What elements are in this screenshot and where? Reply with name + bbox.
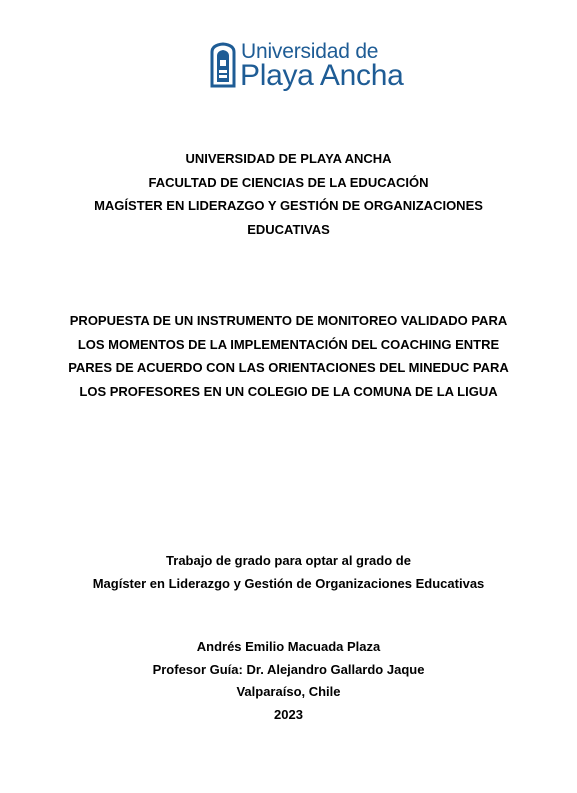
author-name: Andrés Emilio Macuada Plaza [196,639,381,654]
university-logo [209,40,404,92]
program-name-cont: EDUCATIVAS [247,221,330,237]
year: 2023 [274,706,303,722]
place: Valparaíso, Chile [236,684,341,699]
degree-line: Magíster en Liderazgo y Gestión de Organizaciones Educativas [92,576,485,591]
logo-line-1: Universidad de [241,40,379,63]
program-name: MAGÍSTER EN LIDERAZGO Y GESTIÓN DE ORGANIZACIONES [94,198,483,213]
degree-statement [0,549,577,595]
title-line: PARES DE ACUERDO CON LAS ORIENTACIONES DEL MINEDUC PARA [68,360,509,375]
faculty-name: FACULTAD DE CIENCIAS DE LA EDUCACIÓN [148,174,429,190]
logo-line-2: Playa Ancha [240,59,404,92]
institution-heading [0,147,577,241]
advisor-name: Profesor Guía: Dr. Alejandro Gallardo Jaque [152,661,425,677]
lighthouse-shield-icon [209,42,237,88]
degree-line: Trabajo de grado para optar al grado de [166,553,411,568]
author-info [0,636,577,726]
title-line: PROPUESTA DE UN INSTRUMENTO DE MONITOREO VALIDADO PARA [69,313,508,328]
title-line: LOS PROFESORES EN UN COLEGIO DE LA COMUNA DE LA LIGUA [79,383,498,399]
title-line: LOS MOMENTOS DE LA IMPLEMENTACIÓN DEL COACHING ENTRE [77,336,500,352]
thesis-title [0,309,577,403]
university-name: UNIVERSIDAD DE PLAYA ANCHA [185,151,392,166]
